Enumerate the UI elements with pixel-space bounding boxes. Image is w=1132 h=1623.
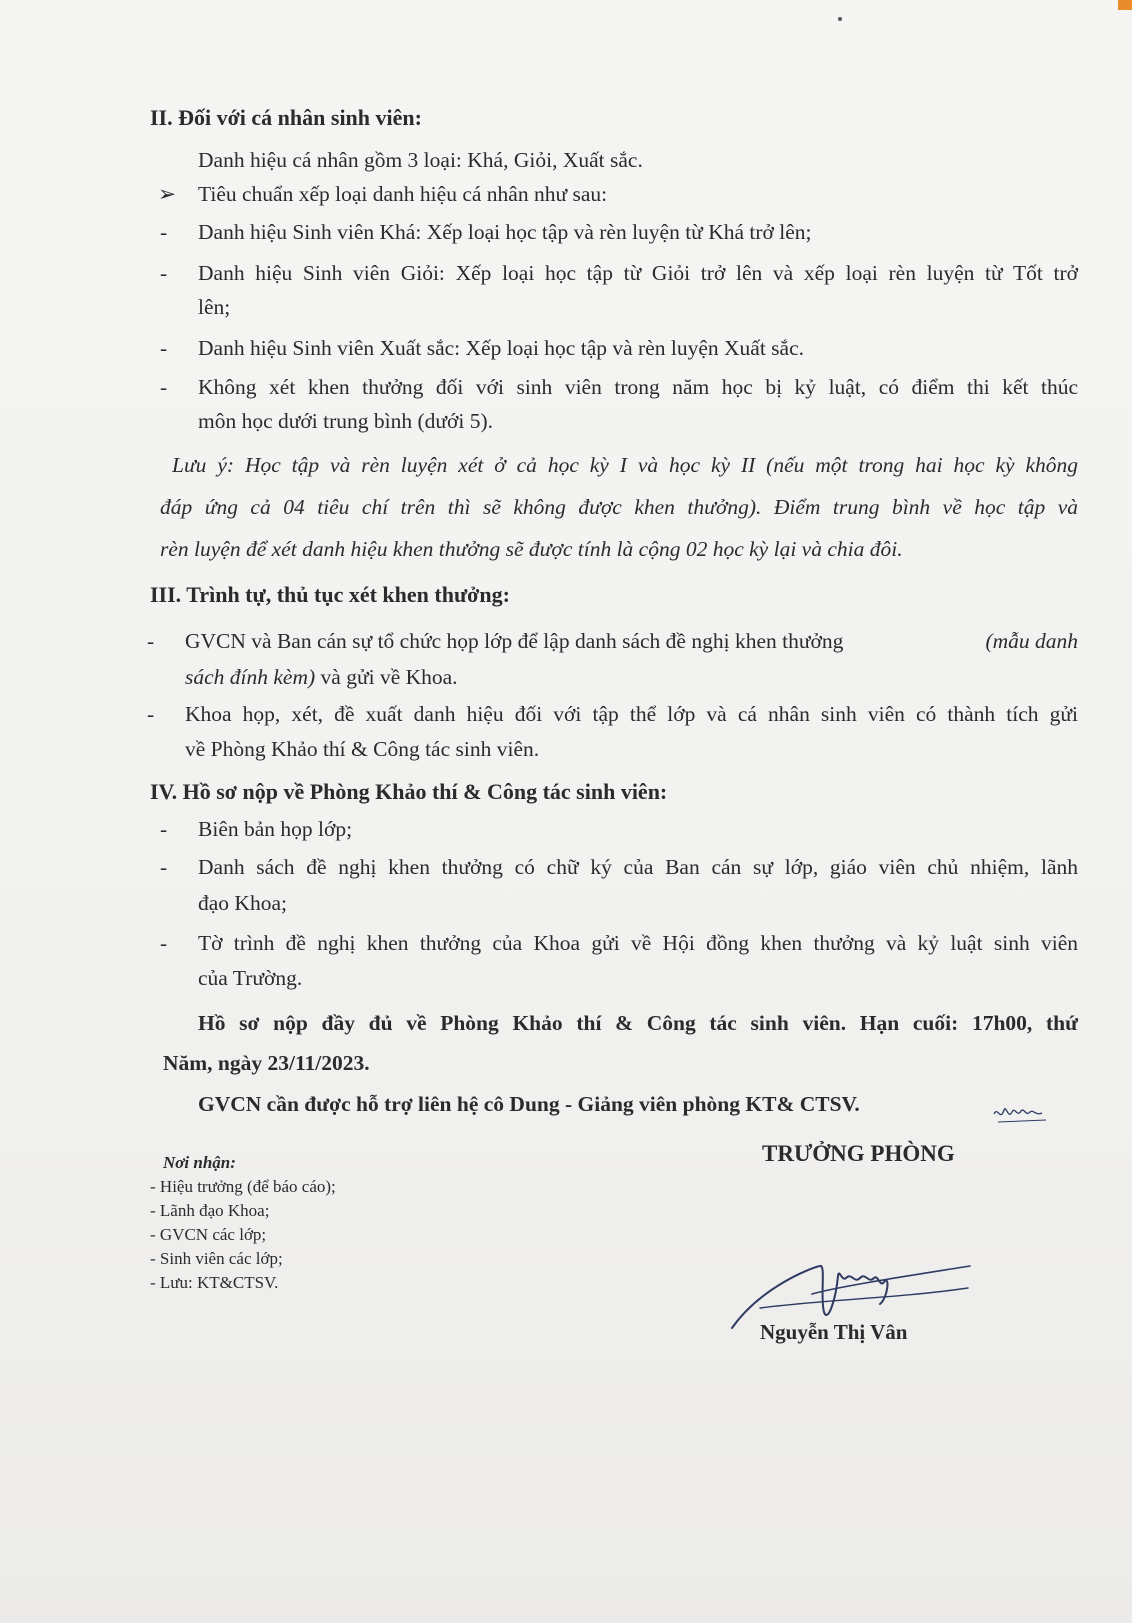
- recipient-item: - GVCN các lớp;: [150, 1225, 267, 1244]
- signatory-title: TRƯỞNG PHÒNG: [762, 1141, 955, 1166]
- section-2-heading: II. Đối với cá nhân sinh viên:: [150, 105, 422, 130]
- recipients-title: Nơi nhận:: [163, 1153, 236, 1172]
- dash-bullet: -: [160, 855, 168, 879]
- procedure-item-2: Khoa họp, xét, đề xuất danh hiệu đối với tập thể lớp và cá nhân sinh viên có thành tích gửi: [185, 702, 1078, 726]
- criteria-title: Tiêu chuẩn xếp loại danh hiệu cá nhân như sau:: [198, 182, 608, 206]
- recipient-item: - Lãnh đạo Khoa;: [150, 1201, 270, 1220]
- section-4-heading: IV. Hồ sơ nộp về Phòng Khảo thí & Công tác sinh viên:: [150, 779, 668, 804]
- procedure-item-1: [185, 627, 1078, 655]
- signatory-name: Nguyễn Thị Vân: [760, 1320, 908, 1344]
- procedure-item-1-italic: (mẫu danh: [985, 629, 1078, 653]
- procedure-item-1-tail: và gửi về Khoa.: [320, 665, 458, 689]
- procedure-item-1-text: GVCN và Ban cán sự tổ chức họp lớp để lập danh sách đề nghị khen thưởng: [185, 629, 844, 653]
- dash-bullet: -: [160, 375, 168, 399]
- arrow-bullet-icon: ➢: [158, 182, 177, 206]
- deadline-date: Năm, ngày 23/11/2023.: [163, 1051, 370, 1075]
- contact-line: GVCN cần được hỗ trợ liên hệ cô Dung - Giảng viên phòng KT& CTSV.: [198, 1092, 860, 1116]
- criteria-item-cont: lên;: [198, 295, 231, 319]
- criteria-item-cont: môn học dưới trung bình (dưới 5).: [198, 409, 494, 433]
- criteria-item: Danh hiệu Sinh viên Xuất sắc: Xếp loại học tập và rèn luyện Xuất sắc.: [198, 336, 804, 360]
- recipient-item: - Sinh viên các lớp;: [150, 1249, 283, 1268]
- dash-bullet: -: [160, 817, 168, 841]
- deadline-line: Hồ sơ nộp đầy đủ về Phòng Khảo thí & Công tác sinh viên. Hạn cuối: 17h00, thứ: [198, 1011, 1078, 1035]
- dash-bullet: -: [160, 220, 168, 244]
- attachment-note: sách đính kèm): [185, 665, 316, 689]
- dash-bullet: -: [160, 336, 168, 360]
- procedure-item-2-cont: về Phòng Khảo thí & Công tác sinh viên.: [185, 737, 540, 761]
- dossier-item: Tờ trình đề nghị khen thưởng của Khoa gửi về Hội đồng khen thưởng và kỷ luật sinh viên: [198, 931, 1078, 955]
- dossier-item-cont: đạo Khoa;: [198, 891, 287, 915]
- dossier-item-cont: của Trường.: [198, 966, 303, 990]
- recipient-item: - Hiệu trưởng (để báo cáo);: [150, 1177, 336, 1196]
- note-line: Lưu ý: Học tập và rèn luyện xét ở cả học kỳ I và học kỳ II (nếu một trong hai học kỳ không: [172, 453, 1078, 477]
- section-3-heading: III. Trình tự, thủ tục xét khen thưởng:: [150, 582, 510, 607]
- dossier-item: Biên bản họp lớp;: [198, 817, 353, 841]
- section-2-intro: Danh hiệu cá nhân gồm 3 loại: Khá, Giỏi, Xuất sắc.: [198, 148, 643, 172]
- note-line: rèn luyện để xét danh hiệu khen thưởng sẽ được tính là cộng 02 học kỳ lại và chia đôi.: [160, 537, 903, 561]
- dossier-item: Danh sách đề nghị khen thưởng có chữ ký của Ban cán sự lớp, giáo viên chủ nhiệm, lãnh: [198, 855, 1078, 879]
- criteria-item: Danh hiệu Sinh viên Giỏi: Xếp loại học tập từ Giỏi trở lên và xếp loại rèn luyện từ Tốt trở: [198, 261, 1078, 285]
- initials-mark: [990, 1100, 1050, 1128]
- criteria-item: Danh hiệu Sinh viên Khá: Xếp loại học tập và rèn luyện từ Khá trở lên;: [198, 220, 812, 244]
- recipient-item: - Lưu: KT&CTSV.: [150, 1273, 279, 1292]
- dash-bullet: -: [160, 931, 168, 955]
- criteria-item: Không xét khen thưởng đối với sinh viên trong năm học bị kỷ luật, có điểm thi kết thúc: [198, 375, 1078, 399]
- dash-bullet: -: [147, 702, 155, 726]
- dash-bullet: -: [160, 261, 168, 285]
- dash-bullet: -: [147, 629, 155, 653]
- edge-mark: [1118, 0, 1132, 10]
- procedure-item-1-cont: [185, 663, 458, 691]
- note-line: đáp ứng cả 04 tiêu chí trên thì sẽ không được khen thưởng). Điểm trung bình về học tập và: [160, 495, 1078, 519]
- speck: [838, 17, 842, 21]
